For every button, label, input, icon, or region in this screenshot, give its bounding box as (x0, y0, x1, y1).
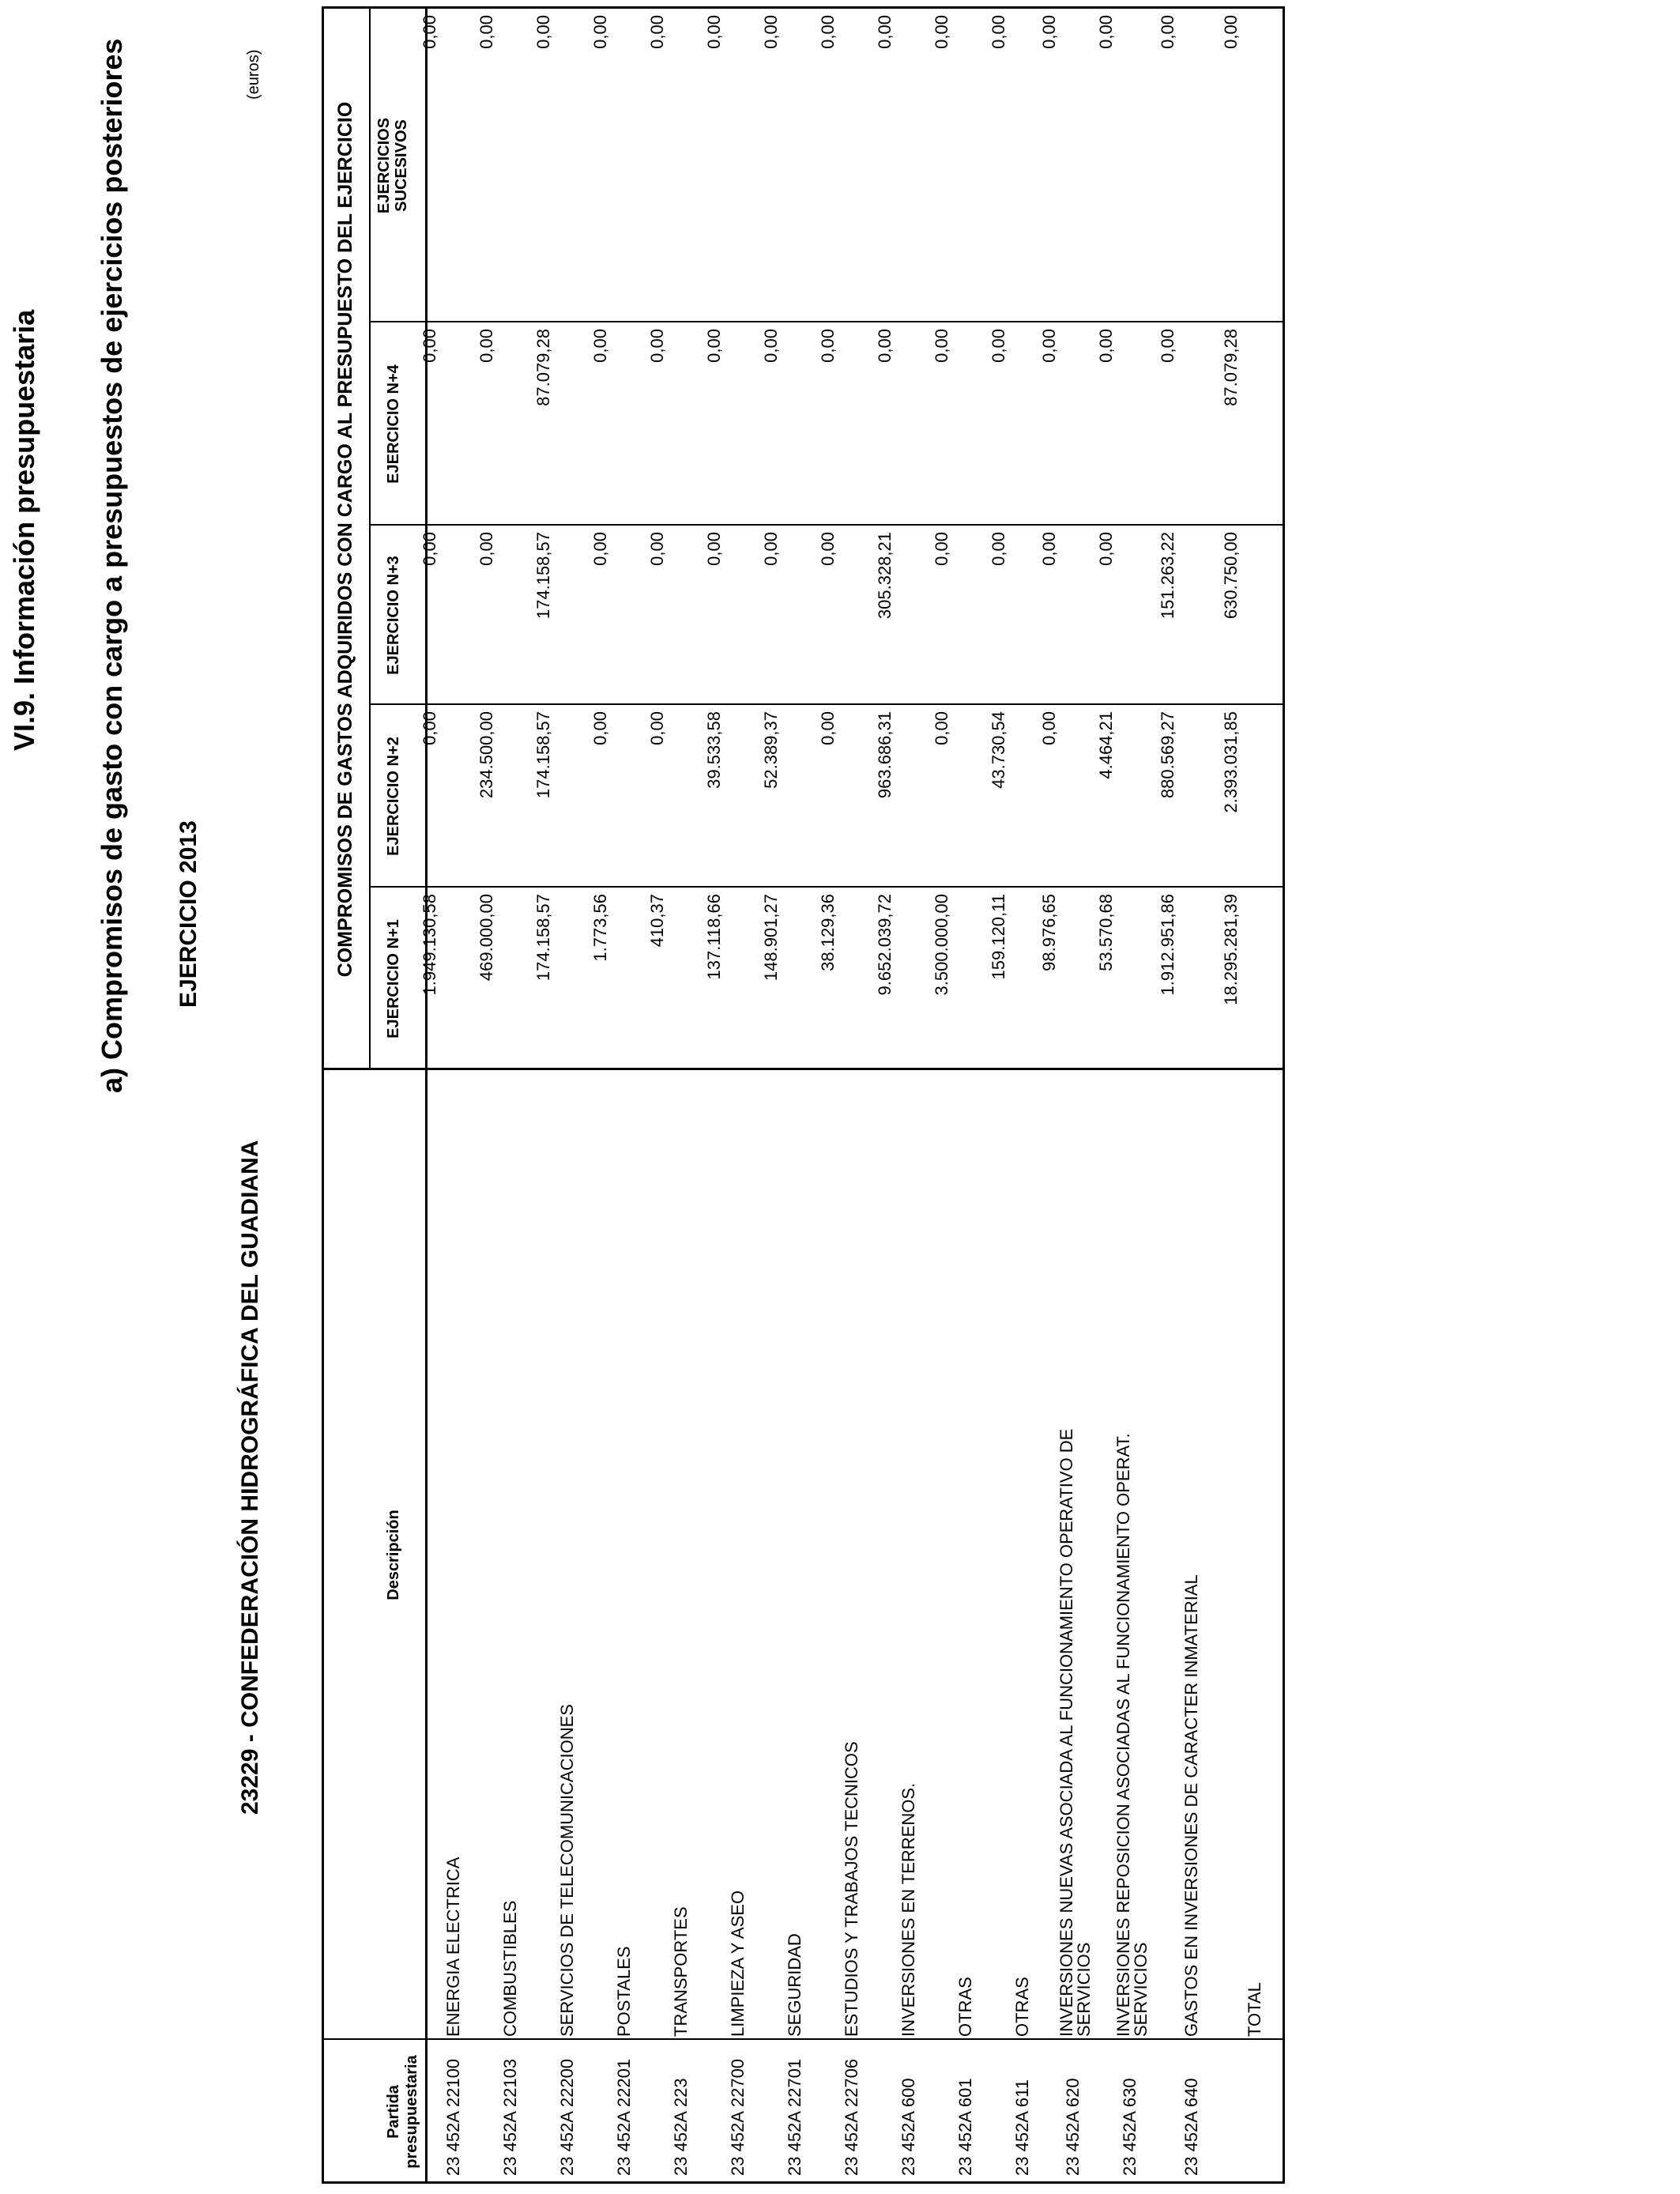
row-value-n1: 9.652.039,72 (875, 894, 895, 996)
row-value-n3: 0,00 (1096, 532, 1116, 566)
col-divider-descripcion (322, 1068, 1283, 1070)
row-partida: 23 452A 22200 (557, 2058, 577, 2176)
page-title: VI.9. Información presupuestaria (8, 309, 40, 751)
row-value-n2: 0,00 (647, 711, 667, 745)
col-divider-n1 (369, 886, 1283, 888)
section-title: a) Compromisos de gasto con cargo a presupuestos de ejercicios posteriores (96, 38, 128, 1093)
row-value-n1: 137.118,66 (704, 894, 724, 980)
row-value-n2: 234.500,00 (477, 711, 496, 799)
row-value-n3: 0,00 (647, 532, 667, 566)
row-value-n3: 174.158,57 (533, 532, 553, 620)
row-descripcion: COMBUSTIBLES (500, 1900, 520, 2037)
group-header: COMPROMISOS DE GASTOS ADQUIRIDOS CON CARGO AL PRESUPUESTO DEL EJERCICIO (334, 101, 356, 978)
row-value-n4: 0,00 (932, 329, 951, 363)
row-value-n3: 630.750,00 (1221, 532, 1241, 620)
row-partida: 23 452A 600 (898, 2078, 918, 2176)
row-value-n2: 0,00 (932, 711, 951, 745)
row-value-n3: 0,00 (818, 532, 838, 566)
row-value-n3: 305.328,21 (875, 532, 895, 620)
row-value-n2: 0,00 (420, 711, 439, 745)
row-partida: 23 452A 22100 (443, 2058, 463, 2176)
row-value-n3: 0,00 (989, 532, 1008, 566)
row-value-sucesivos: 0,00 (989, 15, 1008, 49)
col-header-sucesivos: EJERCICIOS (375, 117, 393, 214)
row-value-sucesivos: 0,00 (1221, 15, 1241, 49)
row-descripcion: ENERGIA ELECTRICA (443, 1857, 463, 2037)
row-descripcion: TOTAL (1245, 1982, 1264, 2037)
row-value-n2: 963.686,31 (875, 711, 895, 799)
row-partida: 23 452A 22201 (614, 2058, 634, 2176)
row-value-n1: 1.949.130,58 (420, 894, 439, 996)
col-header-n1: EJERCICIO N+1 (385, 919, 402, 1039)
row-value-n3: 0,00 (477, 532, 496, 566)
row-partida: 23 452A 640 (1181, 2078, 1201, 2176)
row-partida: 23 452A 22701 (785, 2058, 804, 2176)
table-border-right (322, 6, 1285, 9)
row-value-n1: 148.901,27 (761, 894, 781, 982)
row-value-n2: 2.393.031,85 (1221, 711, 1241, 813)
row-value-sucesivos: 0,00 (818, 15, 838, 49)
row-value-n4: 0,00 (818, 329, 838, 363)
row-descripcion: OTRAS (955, 1977, 975, 2037)
row-descripcion: ESTUDIOS Y TRABAJOS TECNICOS (842, 1741, 861, 2037)
row-value-sucesivos: 0,00 (1039, 15, 1059, 49)
row-partida: 23 452A 611 (1012, 2079, 1032, 2176)
row-value-sucesivos: 0,00 (875, 15, 895, 49)
units-note: (euros) (245, 49, 262, 100)
row-value-n4: 0,00 (989, 329, 1008, 363)
table-border-left (322, 2181, 1283, 2184)
col-divider-n2 (369, 703, 1283, 705)
row-value-n4: 0,00 (1158, 329, 1177, 363)
row-partida: 23 452A 22700 (728, 2058, 748, 2176)
row-descripcion: INVERSIONES REPOSICION ASOCIADAS AL FUNCIONAMIENTO OPERAT. (1113, 1433, 1133, 2037)
row-partida: 23 452A 601 (955, 2078, 975, 2176)
row-value-n1: 18.295.281,39 (1221, 894, 1241, 1005)
row-value-sucesivos: 0,00 (704, 15, 724, 49)
row-descripcion: POSTALES (614, 1946, 634, 2037)
row-value-n2: 4.464,21 (1096, 711, 1116, 779)
row-value-sucesivos: 0,00 (420, 15, 439, 49)
row-descripcion: INVERSIONES NUEVAS ASOCIADA AL FUNCIONAMIENTO OPERATIVO DE (1057, 1428, 1076, 2037)
row-value-n4: 0,00 (1039, 329, 1059, 363)
row-value-sucesivos: 0,00 (1158, 15, 1177, 49)
fiscal-year: EJERCICIO 2013 (175, 820, 202, 1008)
row-value-n1: 3.500.000,00 (932, 894, 951, 996)
row-value-n1: 469.000,00 (477, 894, 496, 982)
row-descripcion: OTRAS (1012, 1977, 1032, 2037)
row-value-n4: 87.079,28 (533, 329, 553, 406)
row-partida: 23 452A 620 (1063, 2078, 1083, 2176)
col-divider-n4 (369, 321, 1283, 322)
col-header-descripcion: Descripción (385, 1510, 402, 1600)
row-value-n4: 87.079,28 (1221, 329, 1241, 406)
row-value-n2: 880.569,27 (1158, 711, 1177, 799)
row-value-sucesivos: 0,00 (761, 15, 781, 49)
col-header-n4: EJERCICIO N+4 (385, 364, 402, 484)
row-partida: 23 452A 22706 (842, 2058, 861, 2176)
row-value-n4: 0,00 (420, 329, 439, 363)
col-header-partida: Partida presupuestaria (385, 2055, 420, 2169)
row-partida: 23 452A 630 (1120, 2078, 1139, 2176)
row-value-n1: 53.570,68 (1096, 894, 1116, 971)
row-value-n1: 174.158,57 (533, 894, 553, 982)
row-partida: 23 452A 223 (671, 2078, 691, 2176)
table-border-bottom (1283, 9, 1285, 2184)
row-value-n3: 0,00 (420, 532, 439, 566)
row-value-sucesivos: 0,00 (932, 15, 951, 49)
row-value-n2: 52.389,37 (761, 711, 781, 789)
row-descripcion: TRANSPORTES (671, 1906, 691, 2037)
col-divider-partida (322, 2038, 1283, 2040)
row-value-n3: 0,00 (590, 532, 610, 566)
row-value-n3: 0,00 (761, 532, 781, 566)
row-value-n4: 0,00 (647, 329, 667, 363)
col-header-sucesivos-2: SUCESIVOS (393, 119, 410, 212)
row-value-n1: 98.976,65 (1039, 894, 1059, 971)
row-descripcion: GASTOS EN INVERSIONES DE CARACTER INMATERIAL (1181, 1574, 1201, 2037)
row-value-n2: 0,00 (590, 711, 610, 745)
row-value-n2: 0,00 (818, 711, 838, 745)
row-descripcion: LIMPIEZA Y ASEO (728, 1890, 748, 2037)
row-value-n4: 0,00 (875, 329, 895, 363)
row-partida: 23 452A 22103 (500, 2058, 520, 2176)
row-value-n1: 38.129,36 (818, 894, 838, 971)
row-value-n2: 0,00 (1039, 711, 1059, 745)
row-value-n1: 159.120,11 (989, 894, 1008, 980)
row-descripcion: SEGURIDAD (785, 1933, 804, 2037)
row-descripcion-cont: SERVICIOS (1131, 1942, 1151, 2037)
row-value-sucesivos: 0,00 (647, 15, 667, 49)
row-value-n4: 0,00 (477, 329, 496, 363)
group-header-divider (369, 9, 371, 1070)
row-value-sucesivos: 0,00 (533, 15, 553, 49)
col-divider-n3 (369, 524, 1283, 526)
row-value-n3: 151.263,22 (1158, 532, 1177, 620)
row-descripcion: INVERSIONES EN TERRENOS. (898, 1782, 918, 2037)
row-value-sucesivos: 0,00 (590, 15, 610, 49)
row-value-n2: 174.158,57 (533, 711, 553, 799)
row-value-n3: 0,00 (1039, 532, 1059, 566)
row-value-n1: 410,37 (647, 894, 667, 948)
row-descripcion-cont: SERVICIOS (1074, 1942, 1094, 2037)
row-descripcion: SERVICIOS DE TELECOMUNICACIONES (557, 1704, 577, 2037)
row-value-n4: 0,00 (761, 329, 781, 363)
row-value-n1: 1.773,56 (590, 894, 610, 962)
row-value-sucesivos: 0,00 (477, 15, 496, 49)
row-value-n3: 0,00 (704, 532, 724, 566)
row-value-n3: 0,00 (932, 532, 951, 566)
row-value-n2: 43.730,54 (989, 711, 1008, 789)
row-value-sucesivos: 0,00 (1096, 15, 1116, 49)
row-value-n1: 1.912.951,86 (1158, 894, 1177, 996)
row-value-n2: 39.533,58 (704, 711, 724, 789)
row-value-n4: 0,00 (704, 329, 724, 363)
col-header-n3: EJERCICIO N+3 (385, 556, 402, 675)
table-border-top (322, 9, 324, 2184)
col-header-n2: EJERCICIO N+2 (385, 737, 402, 856)
row-value-n4: 0,00 (590, 329, 610, 363)
row-value-n4: 0,00 (1096, 329, 1116, 363)
organism-name: 23229 - CONFEDERACIÓN HIDROGRÁFICA DEL GUADIANA (237, 1140, 263, 1815)
